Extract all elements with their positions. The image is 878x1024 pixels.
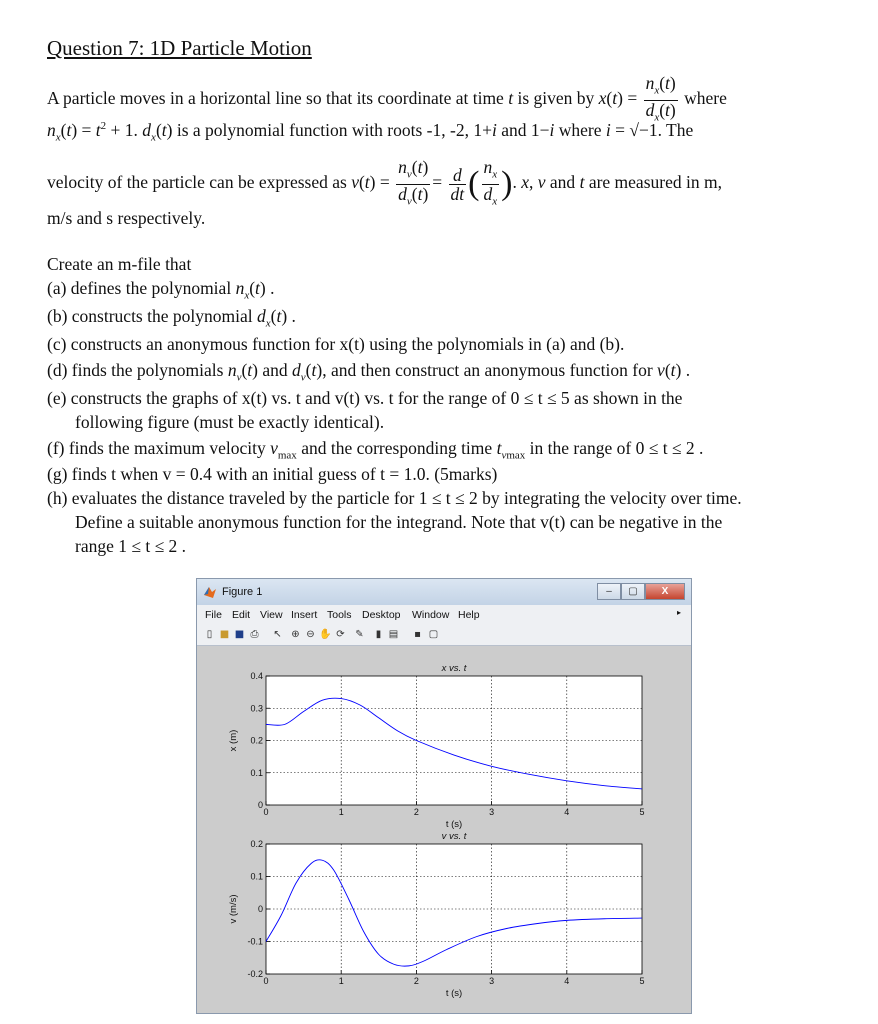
period: . — [133, 120, 143, 140]
x-tick-label: 3 — [489, 976, 495, 986]
menu-help[interactable]: Help — [458, 609, 480, 621]
y-tick-label: 0.2 — [250, 839, 263, 849]
task-h: (h) evaluates the distance traveled by the particle for 1 ≤ t ≤ 2 by integrating the velocity over time. — [47, 488, 742, 508]
menubar-arrow-icon[interactable]: ▸ — [677, 608, 682, 617]
intro-line-1: A particle moves in a horizontal line so that its coordinate at time t is given by x(t) = $\frac{n_x(t)}{d_x(t)}$ where — [47, 74, 727, 126]
y-axis-label: v (m/s) — [228, 894, 239, 924]
task-f: (f) finds the maximum velocity $v_{max}$ and the corresponding time $t_{vmax}$ in the range of 0 ≤ t ≤ 2 . — [47, 438, 704, 462]
task-a-text: (a) defines the polynomial — [47, 278, 232, 298]
zoom-out-icon[interactable]: ⊖ — [306, 629, 315, 640]
task-intro: Create an m-file that — [47, 254, 192, 274]
menu-tools[interactable]: Tools — [327, 609, 352, 621]
task-f-text-3: in the range of 0 ≤ t ≤ 2 . — [529, 438, 704, 458]
figure-window-title: Figure 1 — [222, 586, 263, 598]
units-text: are measured in m, — [588, 172, 722, 193]
menu-file[interactable]: File — [205, 609, 222, 621]
x-tick-label: 3 — [489, 807, 495, 817]
x-tick-label: 2 — [413, 807, 419, 817]
window-controls — [597, 583, 685, 599]
y-tick-label: 0.4 — [250, 671, 263, 681]
figure-toolbar — [197, 625, 691, 646]
rotate-3d-icon[interactable]: ⟳ — [336, 629, 345, 640]
task-f-text-1: (f) finds the maximum velocity — [47, 438, 266, 458]
y-tick-label: 0 — [257, 800, 263, 810]
roots-text-4: . The — [657, 120, 694, 140]
intro-text: A particle moves in a horizontal line so that its coordinate at time — [47, 88, 504, 109]
data-cursor-icon[interactable]: ✎ — [355, 629, 364, 640]
task-e: (e) constructs the graphs of x(t) vs. t and v(t) vs. t for the range of 0 ≤ t ≤ 5 as shown in the — [47, 388, 683, 408]
x-tick-label: 4 — [564, 807, 570, 817]
menu-view[interactable]: View — [260, 609, 283, 621]
edit-plot-arrow-icon[interactable]: ↖ — [273, 629, 282, 640]
intro-line-3: velocity of the particle can be expressed as v(t) = $\frac{n_v(t)}{d_v(t)}$ = $\frac{d}{dt}$ ( $\frac{n_x}{d_x}$ ). x, v and t are measured in m, — [47, 158, 722, 210]
intro-line-2: $n_x(t) = t^2 + 1$. $d_x(t)$ is a polynomial function with roots -1, -2, 1+i and 1−i where i = √−1. The — [47, 120, 694, 144]
and-word: and — [549, 172, 576, 193]
y-tick-label: 0.3 — [250, 703, 263, 714]
units-line: m/s and s respectively. — [47, 208, 206, 228]
x-axis-label: t (s) — [445, 819, 463, 830]
y-tick-label: -0.2 — [247, 969, 263, 979]
task-b-text: (b) constructs the polynomial — [47, 306, 253, 326]
axes-v-vs-t[interactable] — [228, 831, 645, 999]
x-tick-label: 2 — [413, 976, 419, 986]
y-tick-label: 0.1 — [250, 871, 263, 882]
task-e-cont: following figure (must be exactly identical). — [75, 412, 385, 432]
x-tick-label: 1 — [338, 807, 344, 817]
task-f-text-2: and the corresponding time — [301, 438, 493, 458]
roots-text: is a polynomial function with roots -1, -2, 1+ — [176, 120, 492, 140]
legend-icon[interactable]: ▤ — [388, 629, 399, 640]
figure-titlebar[interactable] — [197, 579, 691, 605]
task-h-cont-1: Define a suitable anonymous function for the integrand. Note that v(t) can be negative in the — [75, 512, 723, 532]
task-h-cont-2: range 1 ≤ t ≤ 2 . — [75, 536, 187, 556]
matlab-logo-icon — [203, 585, 217, 599]
hide-tools-icon[interactable]: ▪ — [414, 629, 421, 640]
axes-x-vs-t[interactable] — [228, 663, 645, 830]
chart-title: x vs. t — [441, 663, 467, 674]
intro-text-b: is given by — [517, 88, 595, 109]
y-tick-label: 0 — [257, 904, 263, 914]
task-b: (b) constructs the polynomial $d_x(t)$ . — [47, 306, 296, 330]
x-tick-label: 4 — [564, 976, 570, 986]
x-fraction: $\frac{n_x(t)}{d_x(t)}$ — [645, 73, 676, 123]
x-tick-label: 1 — [338, 976, 344, 986]
pan-hand-icon[interactable]: ✋ — [319, 629, 332, 640]
colorbar-icon[interactable]: ▮ — [375, 629, 382, 640]
plots-svg — [197, 646, 691, 1013]
maximize-button[interactable]: ▢ — [621, 583, 645, 600]
save-icon[interactable]: ■ — [234, 629, 245, 640]
chart-title: v vs. t — [441, 831, 467, 842]
task-a: (a) defines the polynomial $n_x(t)$ . — [47, 278, 275, 302]
roots-text-3: where — [554, 120, 606, 140]
x-tick-label: 5 — [639, 976, 645, 986]
x-tick-label: 0 — [263, 976, 269, 986]
roots-text-2: and 1− — [496, 120, 550, 140]
figure-window — [196, 578, 692, 1014]
menu-window[interactable]: Window — [412, 609, 450, 621]
y-tick-label: -0.1 — [247, 936, 263, 947]
print-icon[interactable]: ⎙ — [250, 629, 259, 640]
x-tick-label: 5 — [639, 807, 645, 817]
task-d-text-2: and — [262, 360, 288, 380]
x-axis-label: t (s) — [445, 988, 463, 999]
question-title: Question 7: 1D Particle Motion — [47, 36, 312, 60]
task-d-text-3: , and then construct an anonymous function for — [322, 360, 653, 380]
task-g: (g) finds t when v = 0.4 with an initial guess of t = 1.0. (5marks) — [47, 464, 498, 484]
show-tools-icon[interactable]: ▢ — [428, 629, 439, 640]
task-d: (d) finds the polynomials $n_v(t)$ and $d_v(t)$, and then construct an anonymous function for v(t) . — [47, 360, 691, 384]
plot-area — [197, 646, 691, 1013]
minimize-button[interactable]: – — [597, 583, 621, 600]
figure-menubar — [197, 605, 691, 625]
new-figure-icon[interactable]: ▯ — [206, 629, 213, 640]
open-file-icon[interactable]: ■ — [219, 629, 230, 640]
y-tick-label: 0.1 — [250, 767, 263, 778]
where-word: where — [684, 88, 727, 109]
derivative-fraction: $\frac{d}{dt}$ — [450, 164, 465, 204]
y-tick-label: 0.2 — [250, 735, 263, 746]
task-c: (c) constructs an anonymous function for x(t) using the polynomials in (a) and (b). — [47, 334, 625, 354]
nx-dx-fraction: $\frac{n_x}{d_x}$ — [483, 157, 498, 207]
close-button[interactable]: X — [645, 583, 685, 600]
menu-edit[interactable]: Edit — [232, 609, 251, 621]
task-d-text-1: (d) finds the polynomials — [47, 360, 224, 380]
v-fraction: $\frac{n_v(t)}{d_v(t)}$ — [398, 157, 429, 207]
zoom-in-icon[interactable]: ⊕ — [291, 629, 300, 640]
menu-insert[interactable]: Insert — [291, 609, 318, 621]
y-axis-label: x (m) — [228, 729, 239, 752]
x-tick-label: 0 — [263, 807, 269, 817]
menu-desktop[interactable]: Desktop — [362, 609, 401, 621]
velocity-text: velocity of the particle can be expressed as — [47, 172, 347, 193]
